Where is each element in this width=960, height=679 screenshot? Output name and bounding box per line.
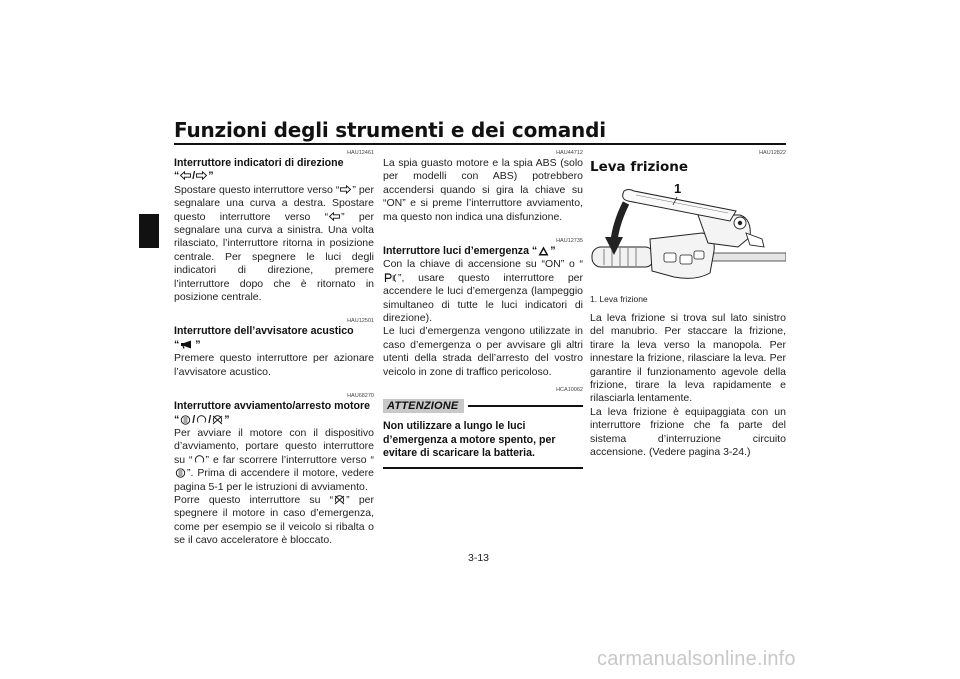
text-run: ” per segnalare una curva a destra. Spostare questo interruttore verso “ [174,183,374,223]
hazard-text [383,258,583,379]
section-code: HCA10062 [556,387,583,394]
figure-caption: 1. Leva frizione [590,294,648,304]
attention-text: Non utilizzare a lungo le luci d’emergenza a motore spento, per evitare di scaricare la batteria. [383,420,556,459]
quote-open: “ [174,338,180,351]
page-number: 3-13 [468,552,490,564]
heading-text: Interruttore luci d’emergenza “ [383,245,538,258]
quote-close: ” [224,413,230,426]
figure-callout-number: 1 [674,181,682,196]
slash: / [192,413,196,426]
section-code: HAU12501 [347,318,374,325]
clutch-lever-title: Leva frizione [590,159,689,175]
warning-light-text: La spia guasto motore e la spia ABS (solo per modelli con ABS) potrebbero accendersi quando si gira la chiave su “ON” e si preme l’interruttore avviamento, ma questo non indica una disfunzione. [383,157,583,223]
heading-text: Interruttore indicatori di direzione [174,157,344,169]
chapter-number: 3 [139,219,150,237]
text-run: Le luci d’emergenza vengono utilizzate in caso d’emergenza o per avvisare gli altri utenti della strada dell’arresto del vostro veicolo in zone di traffico pericoloso. [383,325,583,378]
quote-close: ” [550,245,556,258]
turn-signal-switch-heading [174,157,374,184]
start-engine-icon [175,468,186,477]
hazard-switch-heading [383,245,583,258]
text-run: ”, usare questo interruttore per accendere le luci d’emergenza (lampeggio simultaneo di tutte le luci indicatori di direzione). [383,271,583,325]
text-run: ” per spegnere il motore in caso d’emergenza, come per esempio se il veicolo si ribalta o se il cavo acceleratore è bloccato. [174,493,374,547]
slash: / [208,413,212,426]
clutch-lever-illustration [590,181,786,291]
text-run: Spostare questo interruttore verso “ [174,183,340,196]
clutch-lever-text-2: La leva frizione è equipaggiata con un interruttore frizione che fa parte del sistema d’interruzione circuito accensione. (Vedere pagina 3-24.) [590,405,786,459]
engine-run-icon [196,415,207,424]
quote-close: ” [195,338,201,351]
column-3 [590,150,786,459]
arrow-right-outline-icon [340,185,351,194]
start-stop-text [174,427,374,548]
arrow-right-outline-icon [196,171,207,180]
parking-icon [384,273,397,282]
section-code: HAU44712 [556,150,583,156]
column-1 [174,150,374,548]
section-code: HAU12735 [556,238,583,245]
watermark: carmanualsonline.info [597,648,796,670]
section-code: HAU12461 [347,150,374,156]
start-engine-icon [180,415,191,424]
engine-stop-icon [212,415,223,424]
quote-open: “ [174,413,180,426]
attention-bottom-rule [383,467,583,469]
arrow-left-outline-icon [180,171,191,180]
clutch-lever-figure [590,181,786,291]
heading-text: Interruttore avviamento/arresto motore [174,400,371,413]
quote-open: “ [174,170,180,183]
horn-switch-heading [174,325,374,352]
engine-stop-icon [334,495,345,504]
quote-close: ” [208,170,214,183]
turn-signal-text [174,184,374,305]
text-run: ” e far scorrere l’interruttore verso “ [205,453,374,466]
slash: / [192,170,196,183]
horn-text: Premere questo interruttore per azionare l’avvisatore acustico. [174,352,374,378]
heading-text: Interruttore dell’avvisatore acustico [174,325,354,338]
attention-banner [383,398,583,414]
start-stop-switch-heading [174,400,374,427]
horn-icon [180,340,194,349]
column-2 [383,150,583,469]
text-run: Con la chiave di accensione su “ON” o “ [383,258,583,271]
hazard-triangle-icon [538,246,549,255]
header-rule [174,143,786,145]
attention-rule [468,405,583,407]
text-run: ” per segnalare una curva a sinistra. Una volta rilasciato, l’interruttore ritorna in posizione centrale. Per spegnere le luci degli indicatori di direzione, premere l’interruttore dopo che è ritornato in posizione centrale. [174,210,374,304]
engine-run-icon [194,455,205,464]
section-code: HAU12822 [759,150,786,156]
clutch-lever-text-1: La leva frizione si trova sul lato sinistro del manubrio. Per staccare la frizione, tirare la leva verso la manopola. Per innestare la frizione, rilasciare la leva. Per garantire il funzionamento agevole della frizione, tirare la leva rapidamente e rilasciarla lentamente. [590,312,786,405]
section-code: HAU68270 [347,393,374,400]
text-run: Per avviare il motore con il dispositivo d’avviamento, portare questo interruttore su “ [174,426,374,466]
text-run: ”. Prima di accendere il motore, vedere pagina 5-1 per le istruzioni di avviamento. [174,467,374,493]
text-run: Porre questo interruttore su “ [174,493,334,506]
page-title: Funzioni degli strumenti e dei comandi [174,118,606,142]
attention-label: ATTENZIONE [383,399,464,413]
arrow-left-outline-icon [329,212,340,221]
